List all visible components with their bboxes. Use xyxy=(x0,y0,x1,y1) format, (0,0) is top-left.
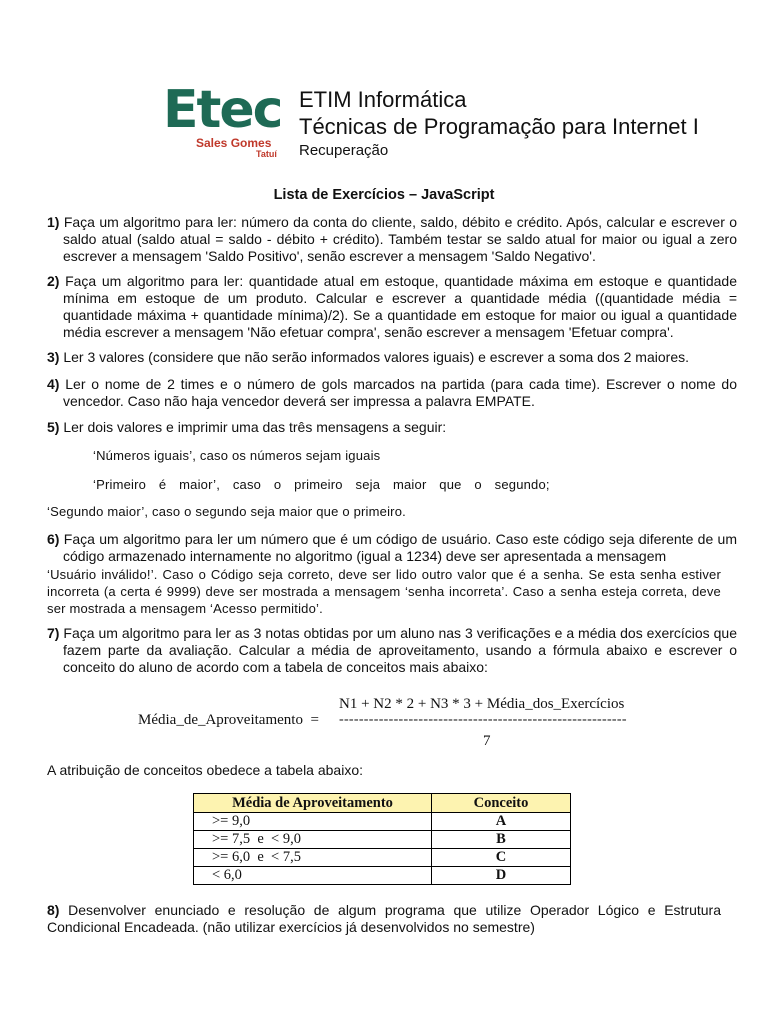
exercise-6-text: Faça um algoritmo para ler um número que é um código de usuário. Caso este código seja diferente de um código armazenado internamente no algoritmo (igual a 1234) deve ser apresentada a mensagem xyxy=(63,531,737,564)
exercise-4-text: Ler o nome de 2 times e o número de gols marcados na partida (para cada time). Escrever o nome do vencedor. Caso não haja vencedor deverá ser impressa a palavra EMPATE. xyxy=(63,376,737,409)
etec-logo xyxy=(163,80,288,166)
exercise-2 xyxy=(47,273,737,341)
formula-denominator: 7 xyxy=(483,733,491,749)
formula-label: Média_de_Aproveitamento = xyxy=(138,712,319,728)
table-row xyxy=(194,849,571,867)
table-row xyxy=(194,813,571,831)
logo-etec-text: Etec xyxy=(163,80,282,140)
exercise-3-number: 3) xyxy=(47,349,60,365)
exercise-2-text: Faça um algoritmo para ler: quantidade atual em estoque, quantidade máxima em estoque e quantidade mínima em estoque de um produto. Calcular e escrever a quantidade média ((quantidade média = quantidade máxima + quantidade mínima)/2). Se a quantidade em estoque for maior ou igual a quantidade média escrever a mensagem 'Não efetuar compra', senão escrever a mensagem 'Efetuar compra'. xyxy=(63,273,737,340)
exercise-5-number: 5) xyxy=(47,419,60,435)
exercise-7 xyxy=(47,625,737,676)
logo-city: Tatuí xyxy=(256,149,277,159)
exercise-5-message-3: ‘Segundo maior’, caso o segundo seja maior que o primeiro. xyxy=(47,504,406,519)
exam-type: Recuperação xyxy=(299,142,389,159)
table-row xyxy=(194,867,571,885)
table-intro: A atribuição de conceitos obedece a tabela abaixo: xyxy=(47,762,364,778)
exercise-4-number: 4) xyxy=(47,376,60,392)
logo-school-name: Sales Gomes xyxy=(196,136,272,150)
grade-cell: C xyxy=(432,849,571,867)
exercise-3 xyxy=(47,349,737,366)
grade-cell: A xyxy=(432,813,571,831)
range-cell: >= 7,5 e < 9,0 xyxy=(194,831,432,849)
exercise-7-number: 7) xyxy=(47,625,60,641)
concept-table xyxy=(193,793,571,885)
exercise-6-number: 6) xyxy=(47,531,60,547)
exercise-8 xyxy=(47,902,721,936)
table-header-row xyxy=(194,794,571,813)
exercise-7-text: Faça um algoritmo para ler as 3 notas obtidas por um aluno nas 3 verificações e a média dos exercícios que fazem parte da avaliação. Calcular a média de aproveitamento, usando a fórmula abaixo e escrever o conceito do aluno de acordo com a tabela de conceitos mais abaixo: xyxy=(63,625,737,675)
exercise-4 xyxy=(47,376,737,410)
range-cell: >= 9,0 xyxy=(194,813,432,831)
exercise-6-continuation: ‘Usuário inválido!’. Caso o Código seja correto, deve ser lido outro valor que é a senha. Se esta senha estiver incorreta (a certa é 9999) deve ser mostrada a mensagem ‘senha incorreta’. Caso a senha esteja correta, deve ser mostrada a mensagem ‘Acesso permitido’. xyxy=(47,567,721,616)
range-cell: < 6,0 xyxy=(194,867,432,885)
exercise-2-number: 2) xyxy=(47,273,60,289)
course-title: ETIM Informática xyxy=(299,87,467,112)
header-concept: Conceito xyxy=(432,794,571,813)
exercise-1-number: 1) xyxy=(47,214,60,230)
subject-title: Técnicas de Programação para Internet I xyxy=(299,114,699,139)
exercise-5-message-1: ‘Números iguais’, caso os números sejam iguais xyxy=(93,448,381,463)
exercise-5 xyxy=(47,419,737,436)
range-cell: >= 6,0 e < 7,5 xyxy=(194,849,432,867)
exercise-5-text: Ler dois valores e imprimir uma das três mensagens a seguir: xyxy=(63,419,447,435)
exercise-3-text: Ler 3 valores (considere que não serão informados valores iguais) e escrever a soma dos 2 maiores. xyxy=(63,349,689,365)
formula-fraction-bar: ---------------------------------------------------------- xyxy=(339,712,627,727)
grade-cell: D xyxy=(432,867,571,885)
exercise-5-message-2: ‘Primeiro é maior’, caso o primeiro seja maior que o segundo; xyxy=(93,477,550,492)
exercise-6 xyxy=(47,531,737,565)
header-average: Média de Aproveitamento xyxy=(194,794,432,813)
grade-cell: B xyxy=(432,831,571,849)
exercise-8-number: 8) xyxy=(47,902,60,918)
formula-numerator: N1 + N2 * 2 + N3 * 3 + Média_dos_Exercícios xyxy=(339,696,625,712)
exercise-1 xyxy=(47,214,737,265)
exercise-1-text: Faça um algoritmo para ler: número da conta do cliente, saldo, débito e crédito. Após, calcular e escrever o saldo atual (saldo atual = saldo - débito + crédito). Também testar se saldo atual for maior ou igual a zero escrever a mensagem 'Saldo Positivo', senão escrever a mensagem 'Saldo Negativo'. xyxy=(63,214,738,264)
exercise-8-text: Desenvolver enunciado e resolução de algum programa que utilize Operador Lógico e Estrutura Condicional Encadeada. (não utilizar exercícios já desenvolvidos no semestre) xyxy=(47,902,721,935)
table-row xyxy=(194,831,571,849)
list-title: Lista de Exercícios – JavaScript xyxy=(273,187,495,203)
